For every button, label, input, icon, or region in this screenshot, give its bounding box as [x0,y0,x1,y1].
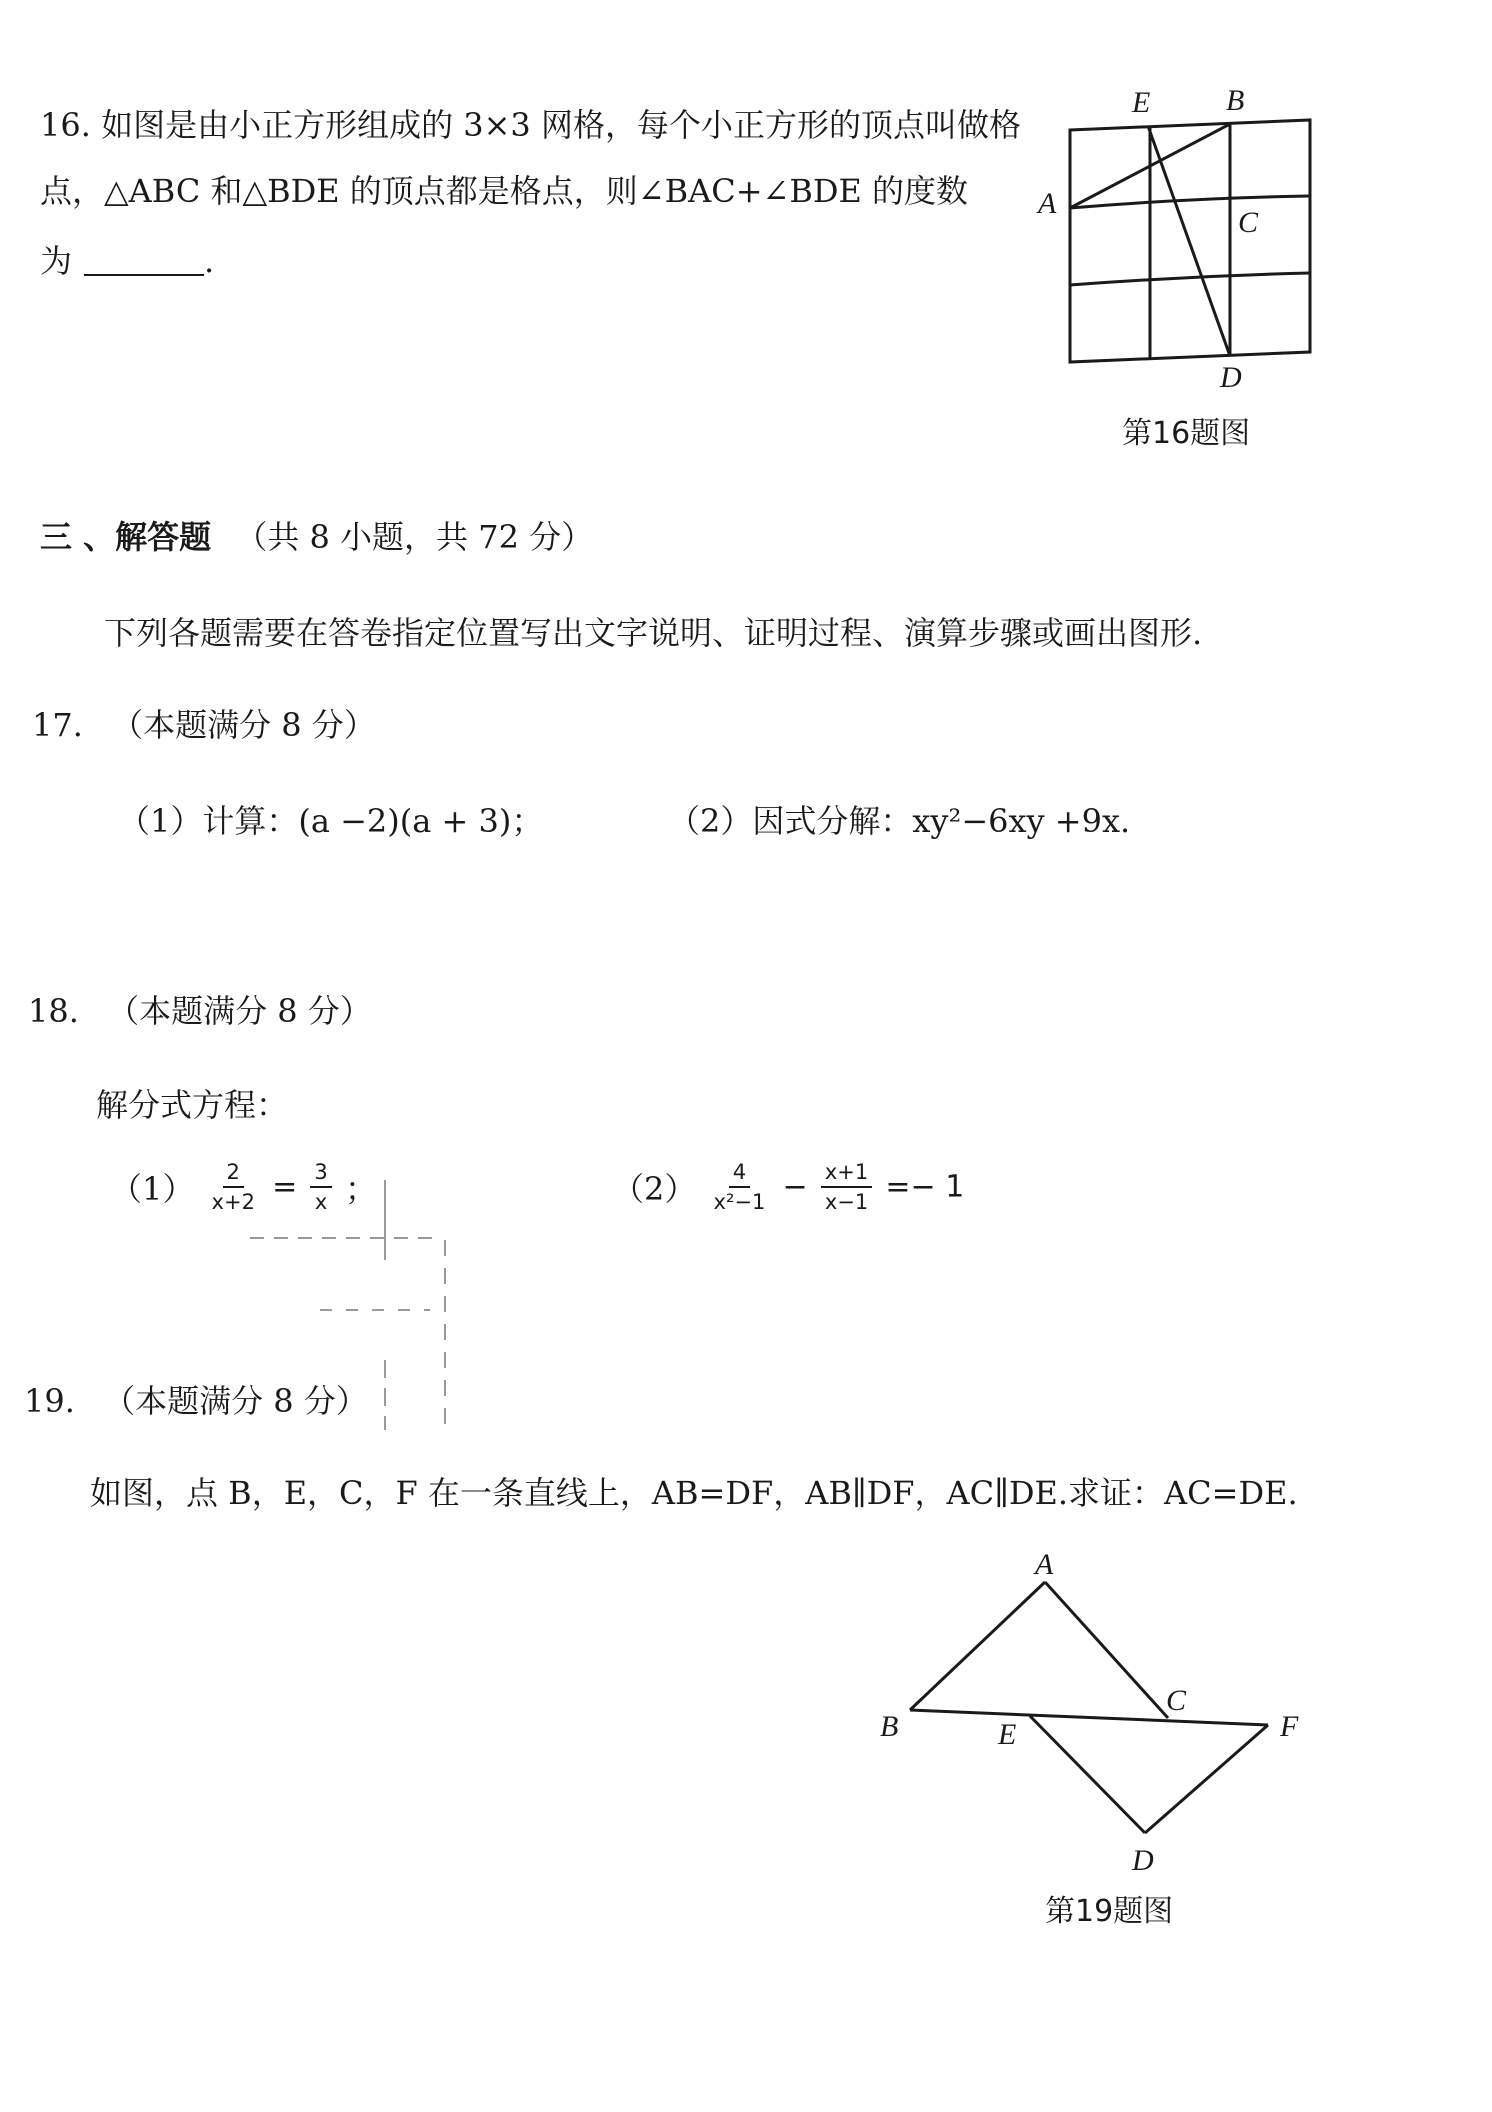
q16-figure [1030,80,1350,390]
q18-part2-label: （2） [612,1170,697,1209]
q16-label-A: A [1038,187,1057,220]
q18-part1-end: ； [344,1170,377,1209]
q16-segment-ED [1148,126,1230,356]
q19-segment-DF [1145,1725,1268,1833]
q18-part2-minus: − [782,1169,808,1205]
q19-label-D: D [1132,1844,1154,1877]
q18-number: 18. [28,992,79,1030]
q17-number: 17. [32,706,83,744]
q16-label-E: E [1132,86,1151,119]
q18-part2-f2-den: x−1 [824,1190,869,1215]
q18-part1-label: （1） [110,1170,195,1209]
q19-text: 如图，点 B，E，C，F 在一条直线上，AB=DF，AB∥DF，AC∥DE.求证：AC=DE. [90,1474,1298,1512]
q18-part2-rhs: =− 1 [885,1169,965,1205]
q19-label-B: B [880,1710,899,1743]
section3-sub: （共 8 小题，共 72 分） [235,518,594,556]
q16-grid-h2 [1070,273,1310,285]
q19-label-A: A [1035,1548,1054,1581]
q19-segment-BF [910,1710,1268,1725]
q16-label-C: C [1238,206,1259,239]
q16-line3-text: 为 [40,242,73,280]
q18-part1-lhs-num: 2 [223,1160,244,1188]
q16-line3-end: . [204,242,215,280]
q19-segment-ED [1030,1716,1145,1833]
q19-score: （本题满分 8 分） [103,1382,368,1420]
q17-score: （本题满分 8 分） [111,706,376,744]
q18-part2-f1-den: x²−1 [713,1190,766,1215]
q19-label-F: F [1280,1710,1299,1743]
q18-part2-f1-num: 4 [729,1160,750,1188]
q18-intro: 解分式方程： [96,1086,289,1124]
section3-title: 三 、解答题 [40,518,212,556]
q18-score: （本题满分 8 分） [107,992,372,1030]
q16-grid-h1 [1070,196,1310,208]
q18-part2 [612,1160,964,1214]
q18-part2-fraction2 [821,1160,872,1214]
q16-label-B: B [1226,84,1245,117]
q16-line3 [40,236,214,282]
q17-header [32,700,376,746]
q19-figure [870,1540,1310,1890]
q16-line2: 点，△ABC 和△BDE 的顶点都是格点，则∠BAC+∠BDE 的度数 [40,172,969,210]
q17-part2: （2）因式分解：xy²−6xy +9x. [668,802,1131,840]
q16-figure-caption: 第16题图 [1122,416,1251,451]
q19-figure-caption: 第19题图 [1045,1894,1174,1929]
q19-number: 19. [24,1382,75,1420]
q17-part1: （1）计算：(a −2)(a + 3)； [118,802,544,840]
q18-part1-lhs-den: x+2 [211,1190,255,1215]
q18-part2-f2-num: x+1 [821,1160,872,1188]
q19-label-E: E [998,1718,1017,1751]
q18-part1-rhs-den: x [314,1190,328,1215]
q18-header [28,986,372,1032]
q19-label-C: C [1166,1684,1187,1717]
q18-part1-rhs-num: 3 [310,1160,331,1188]
section3-instructions: 下列各题需要在答卷指定位置写出文字说明、证明过程、演算步骤或画出图形. [104,614,1203,652]
section3-heading [40,512,593,558]
q19-segment-AC [1045,1582,1168,1718]
q18-part1-eq: = [272,1169,298,1205]
q16-line1: 16. 如图是由小正方形组成的 3×3 网格，每个小正方形的顶点叫做格 [40,106,1021,144]
q18-part2-fraction1 [710,1160,770,1214]
q19-header [24,1376,368,1422]
q16-label-D: D [1220,361,1242,390]
q16-answer-blank [84,246,204,276]
q19-segment-AB [910,1582,1045,1710]
